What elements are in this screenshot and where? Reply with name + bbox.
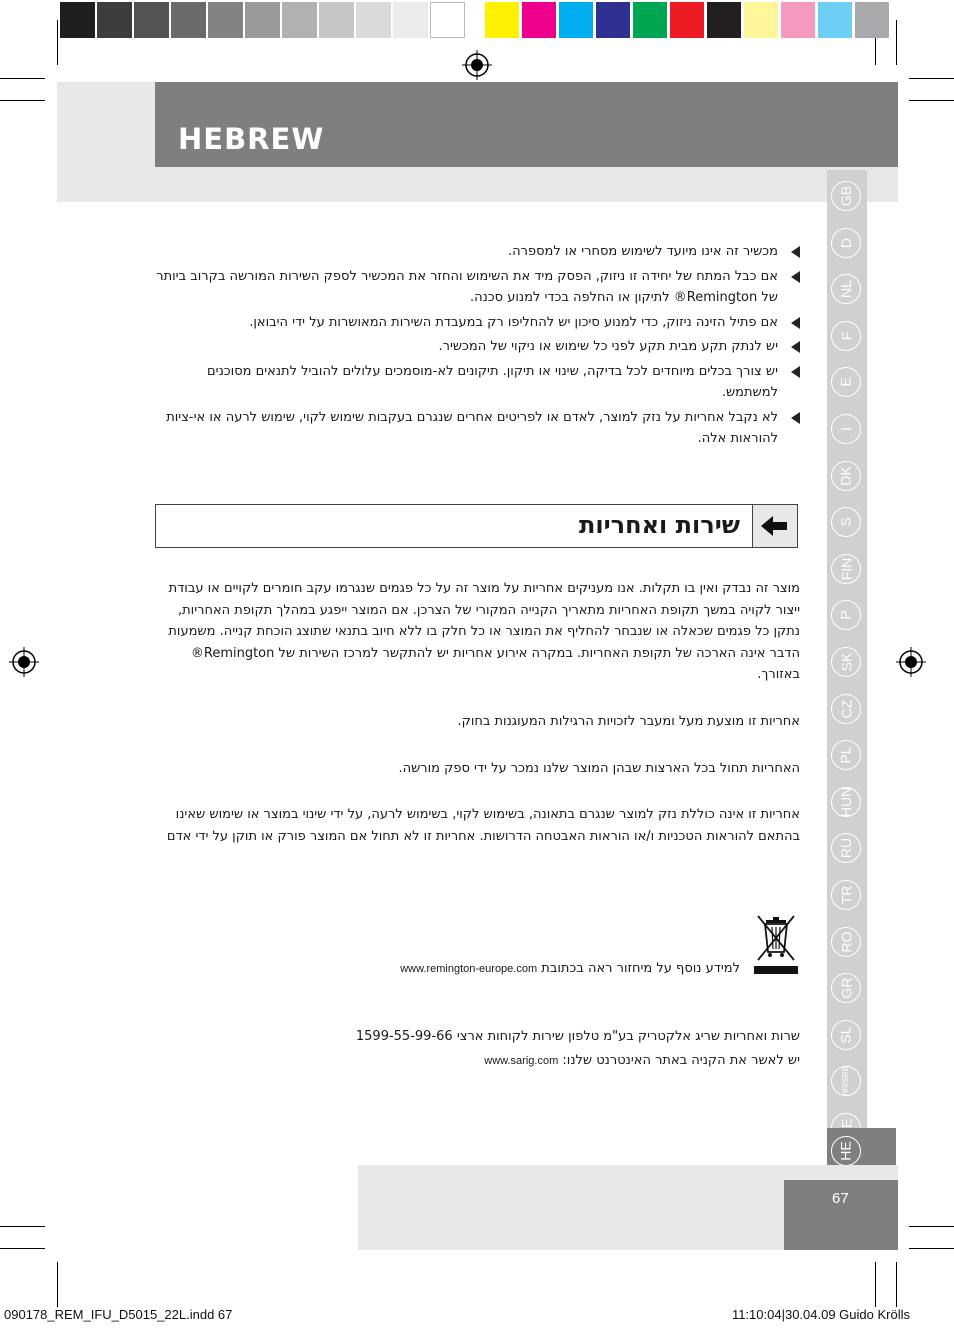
bullet-triangle-icon <box>791 271 800 283</box>
gray-swatch <box>356 2 391 38</box>
color-swatch <box>670 2 704 38</box>
crop-mark <box>909 1226 954 1227</box>
print-slug-file: 090178_REM_IFU_D5015_22L.indd 67 <box>4 1307 233 1322</box>
crop-mark <box>909 100 954 101</box>
bullet-triangle-icon <box>791 341 800 353</box>
color-swatch <box>559 2 593 38</box>
header-underlay <box>155 167 898 202</box>
registration-mark-icon <box>896 647 926 677</box>
warranty-paragraph-2: אחריות זו מוצעת מעל ומעבר לזכויות הרגילות המעוגנות בחוק. <box>457 714 800 729</box>
page-title: HEBREW <box>178 122 325 156</box>
safety-bullet: יש צורך בכלים מיוחדים לכל בדיקה, שינוי או תיקון. תיקונים לא-מוסמכים עלולים להוביל לתנאים מסוכנים למשתמש. <box>155 361 778 404</box>
lang-tab-nl[interactable]: NL <box>831 274 861 304</box>
gray-swatch <box>97 2 132 38</box>
lang-tab-pl[interactable]: PL <box>831 740 861 770</box>
lang-tab-d[interactable]: D <box>831 228 861 258</box>
bullet-triangle-icon <box>791 412 800 424</box>
color-swatch <box>744 2 778 38</box>
registration-mark-icon <box>462 50 492 80</box>
bullet-triangle-icon <box>791 366 800 378</box>
crop-mark <box>57 20 58 65</box>
color-swatch <box>596 2 630 38</box>
color-swatch <box>781 2 815 38</box>
lang-tab-f[interactable]: F <box>831 321 861 351</box>
service-url[interactable]: www.sarig.com <box>484 1055 559 1067</box>
warranty-paragraph-3: האחריות תחול בכל הארצות שבהן המוצר שלנו נמכר על ידי ספק מורשה. <box>398 761 800 776</box>
lang-tab-cz[interactable]: CZ <box>831 694 861 724</box>
lang-tab-p[interactable]: P <box>831 600 861 630</box>
lang-tab-hr-srb[interactable]: HR/SRB <box>831 1066 861 1096</box>
service-line-2: יש לאשר את הקניה באתר האינטרנט שלנו: www.sarig.com <box>484 1053 800 1068</box>
crop-mark <box>0 100 45 101</box>
lang-tab-s[interactable]: S <box>831 507 861 537</box>
arrow-left-icon <box>753 505 797 547</box>
crop-mark <box>909 1248 954 1249</box>
safety-bullet: מכשיר זה אינו מיועד לשימוש מסחרי או למספרה. <box>155 241 778 263</box>
warranty-paragraph-1: מוצר זה נבדק ואין בו תקלות. אנו מעניקים אחריות על מוצר זה על כל פגמים שנגרמו עקב חומרים לקויים או עבודת ייצור לקויה במשך תקופת האחריות מתאריך הקנייה המקורי של הצרכן. אם המוצר ייפגע במהלך תקופת האחריות, נתקן כל פגמים שכאלה או שנבחר להחליף את המוצר או כל חלק בו ללא חיוב בתנאי שתוצג הוכחת קנייה. משמעות הדבר אינה הארכה של תקופת האחריות. במקרה אירוע אחריות יש להתקשר למרכז השירות של Remington® באזורך. <box>168 581 800 682</box>
gray-swatch <box>245 2 280 38</box>
crop-mark <box>0 1226 45 1227</box>
color-swatch <box>707 2 741 38</box>
recycling-info: למידע נוסף על מיחזור ראה בכתובת www.remington-europe.com <box>400 961 740 976</box>
page-number-box <box>784 1180 898 1250</box>
lang-tab-he[interactable]: HE <box>831 1136 861 1166</box>
section-title: שירות ואחריות <box>578 511 740 539</box>
crop-mark <box>896 1262 897 1307</box>
margin-gray-block <box>57 82 155 202</box>
gray-swatch <box>430 2 465 38</box>
color-swatch <box>855 2 889 38</box>
safety-bullet: אם פתיל הזינה ניזוק, כדי למנוע סיכון יש להחליפו רק במעבדת השירות המאושרות על ידי היבואן. <box>155 312 778 334</box>
color-swatch <box>485 2 519 38</box>
bullet-triangle-icon <box>791 246 800 258</box>
bullet-triangle-icon <box>791 317 800 329</box>
page-header <box>155 82 898 167</box>
crop-mark <box>57 1262 58 1307</box>
crop-mark <box>0 78 45 79</box>
section-header <box>155 504 798 548</box>
crop-mark <box>875 1262 876 1307</box>
lang-tab-e[interactable]: E <box>831 367 861 397</box>
registration-mark-icon <box>9 647 39 677</box>
lang-tab-ru[interactable]: RU <box>831 833 861 863</box>
lang-tab-dk[interactable]: DK <box>831 461 861 491</box>
lang-tab-ro[interactable]: RO <box>831 927 861 957</box>
color-swatch <box>633 2 667 38</box>
gray-swatch <box>393 2 428 38</box>
safety-bullet: יש לנתק תקע מבית תקע לפני כל שימוש או ניקוי של המכשיר. <box>155 336 778 358</box>
gray-swatch <box>208 2 243 38</box>
lang-tab-i[interactable]: I <box>831 414 861 444</box>
crop-mark <box>909 78 954 79</box>
safety-bullet: לא נקבל אחריות על נזק למוצר, לאדם או לפריטים אחרים שנגרם בעקבות שימוש לקוי, שימוש לרעה או אי-ציות להוראות אלה. <box>155 407 778 450</box>
gray-swatch <box>134 2 169 38</box>
service-line-1: שרות ואחריות שריג אלקטריק בע"מ טלפון שירות לקוחות ארצי 1599-55-99-66 <box>355 1029 800 1044</box>
gray-swatch <box>282 2 317 38</box>
warranty-paragraph-4: אחריות זו אינה כוללת נזק למוצר שנגרם בתאונה, בשימוש לקוי, בשימוש לרעה, על ידי שינוי במוצר או שימוש שאינו בהתאם להוראות הטכניות ו/או הוראות האבטחה הדרושות. אחריות זו לא תחול אם המוצר פורק או תוקן על ידי אדם <box>166 807 800 844</box>
safety-bullet-list <box>155 241 778 453</box>
crossed-bin-icon <box>752 912 800 976</box>
safety-bullet: אם כבל המתח של יחידה זו ניזוק, הפסק מיד את השימוש והחזר את המכשיר לספק השירות המורשה בקרוב ביותר של Remington® לתיקון או החלפה בכדי למנוע סכנה. <box>155 266 778 309</box>
lang-tab-tr[interactable]: TR <box>831 880 861 910</box>
recycling-url[interactable]: www.remington-europe.com <box>400 963 538 975</box>
lang-tab-gr[interactable]: GR <box>831 973 861 1003</box>
gray-swatch <box>171 2 206 38</box>
section-arrow-box <box>752 505 797 547</box>
print-slug-timestamp: 11:10:04|30.04.09 Guido Krölls <box>731 1307 910 1322</box>
lang-tab-sk[interactable]: SK <box>831 647 861 677</box>
gray-swatch <box>60 2 95 38</box>
color-swatch <box>818 2 852 38</box>
color-swatch <box>522 2 556 38</box>
lang-tab-hun[interactable]: HUN <box>831 787 861 817</box>
lang-tab-fin[interactable]: FIN <box>831 554 861 584</box>
crop-mark <box>0 1248 45 1249</box>
crop-mark <box>896 20 897 65</box>
page-number: 67 <box>832 1190 849 1207</box>
lang-tab-sl[interactable]: SL <box>831 1020 861 1050</box>
lang-tab-gb[interactable]: GB <box>831 181 861 211</box>
gray-swatch <box>319 2 354 38</box>
